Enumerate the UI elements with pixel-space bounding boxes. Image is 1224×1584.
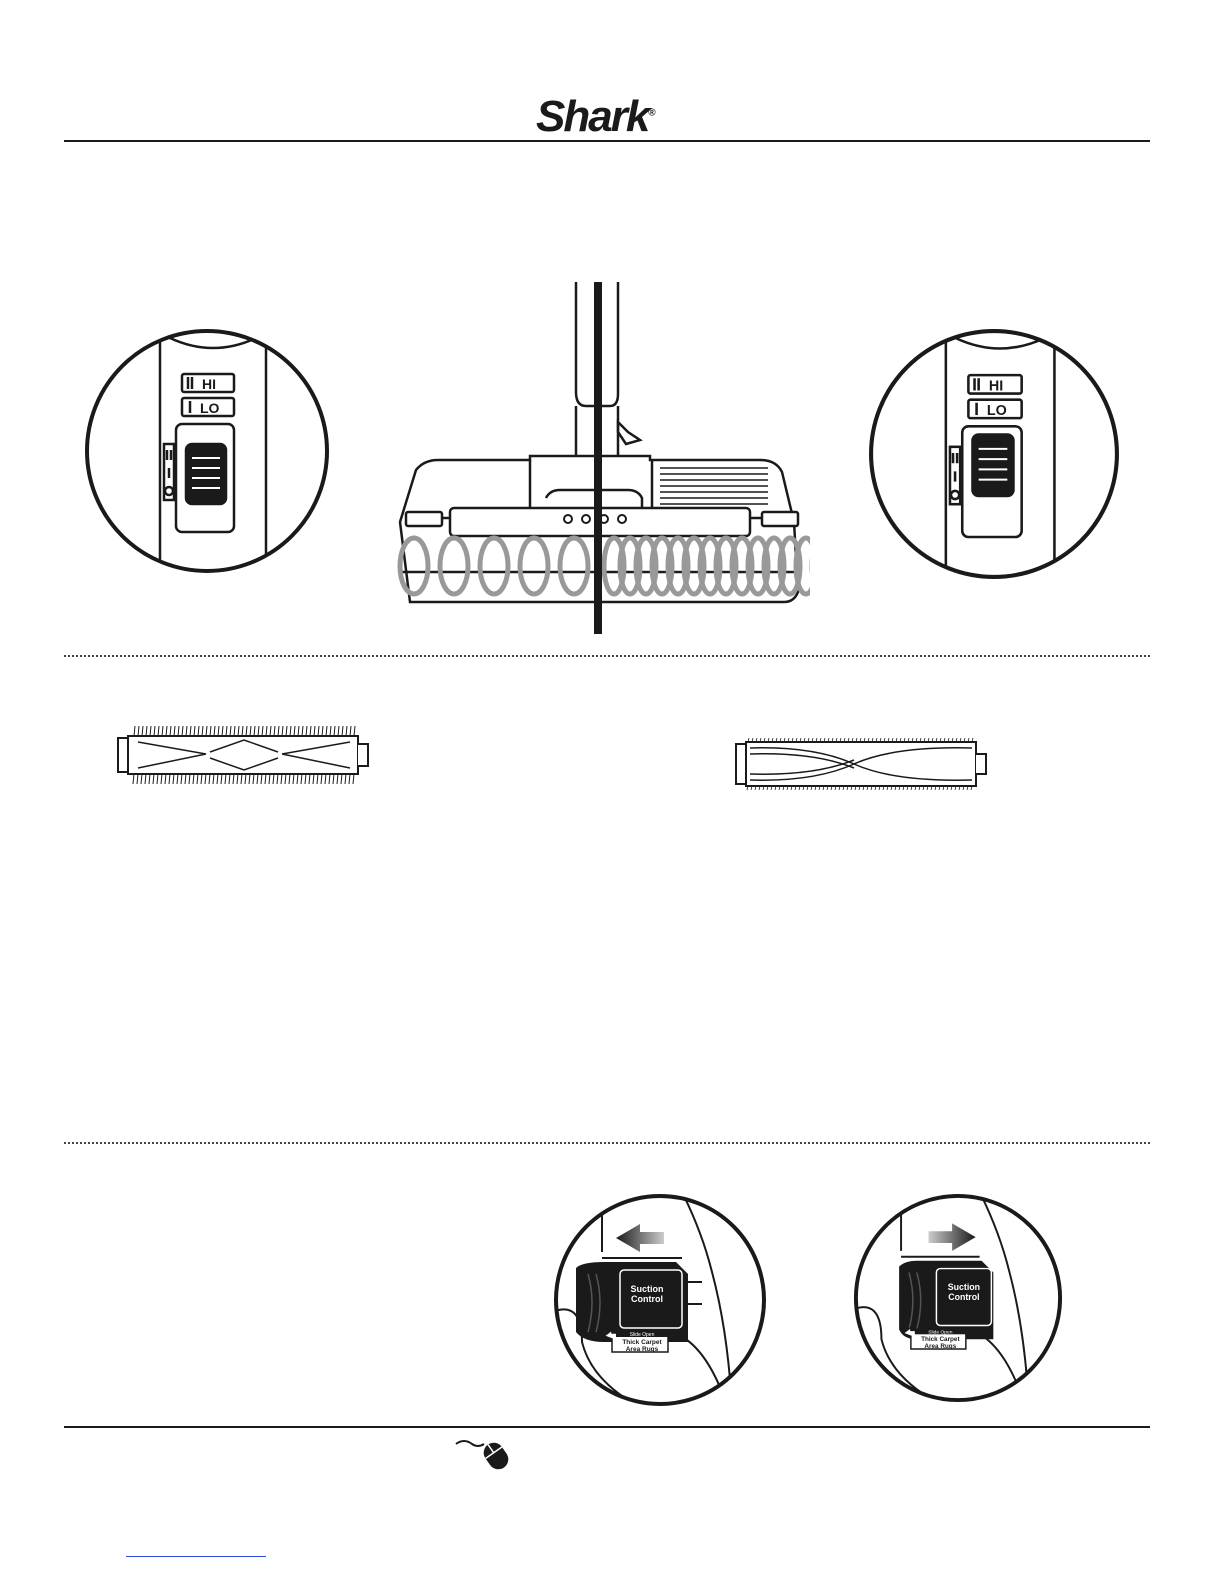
bristle [329, 774, 330, 784]
brushroll-illustration-left [110, 722, 372, 788]
bristle [262, 726, 263, 736]
bristle [149, 774, 150, 784]
section-divider-1 [64, 655, 1150, 657]
bristle [333, 774, 334, 784]
bristle [246, 726, 247, 736]
bristle [354, 726, 355, 736]
brand-name: Shark [536, 92, 649, 141]
bristle [189, 774, 190, 784]
bristle [314, 726, 315, 736]
bristle [190, 726, 191, 736]
bristle [222, 726, 223, 736]
bristle [325, 774, 326, 784]
bristle [225, 774, 226, 784]
bristle [282, 726, 283, 736]
lo-label: LO [200, 400, 220, 416]
suction-title-2: Control [948, 1291, 980, 1302]
spring-loop [796, 538, 810, 594]
bristle [166, 726, 167, 736]
mouse-icon [454, 1436, 512, 1470]
bristle [286, 726, 287, 736]
bristle [221, 774, 222, 784]
bristle [230, 726, 231, 736]
suction-title-1: Suction [947, 1282, 981, 1293]
header-divider [64, 140, 1150, 142]
bristle [250, 726, 251, 736]
bristle [206, 726, 207, 736]
bristle [162, 726, 163, 736]
bristle [281, 774, 282, 784]
bristle [301, 774, 302, 784]
bristle [269, 774, 270, 784]
suction-control-closeup-right [852, 1192, 1064, 1404]
bristle [265, 774, 266, 784]
bristle [313, 774, 314, 784]
bristle [346, 726, 347, 736]
bristle [305, 774, 306, 784]
bristle [330, 726, 331, 736]
bristle [302, 726, 303, 736]
bristle [342, 726, 343, 736]
hi-label: HI [988, 378, 1004, 395]
bristle [177, 774, 178, 784]
bristle [285, 774, 286, 784]
bristle [258, 726, 259, 736]
svg-text:Slide Open: Slide Open [928, 1330, 953, 1336]
bristle [153, 774, 154, 784]
bristle [270, 726, 271, 736]
bristle [165, 774, 166, 784]
bristle [201, 774, 202, 784]
bristle [218, 726, 219, 736]
bristle [249, 774, 250, 784]
bristle [298, 726, 299, 736]
bristle [321, 774, 322, 784]
bristle [273, 774, 274, 784]
suction-title-2: Control [631, 1294, 663, 1304]
svg-text:Slide Open: Slide Open [629, 1332, 655, 1338]
bristle [213, 774, 214, 784]
bristle [169, 774, 170, 784]
hi-label: HI [202, 376, 216, 392]
svg-text:Area Rugs: Area Rugs [625, 1346, 659, 1353]
bristle [186, 726, 187, 736]
bristle [334, 726, 335, 736]
bristle [306, 726, 307, 736]
brand-logo [536, 92, 656, 142]
bristle [326, 726, 327, 736]
bristle [174, 726, 175, 736]
bristle [193, 774, 194, 784]
bristle [217, 774, 218, 784]
bristle [154, 726, 155, 736]
bristle [137, 774, 138, 784]
bristle [318, 726, 319, 736]
brand-mark: ® [648, 107, 656, 119]
bristle [310, 726, 311, 736]
bristle [237, 774, 238, 784]
bristle [290, 726, 291, 736]
brushroll-illustration-right [734, 736, 990, 792]
bristle [341, 774, 342, 784]
bristle [274, 726, 275, 736]
bristle [350, 726, 351, 736]
bristle [297, 774, 298, 784]
footer-divider [64, 1426, 1150, 1428]
bristle [161, 774, 162, 784]
bristle [294, 726, 295, 736]
bristle [141, 774, 142, 784]
bristle [277, 774, 278, 784]
bristle [234, 726, 235, 736]
bristle [238, 726, 239, 736]
bristle [214, 726, 215, 736]
bristle [233, 774, 234, 784]
bristle [278, 726, 279, 736]
bristle [309, 774, 310, 784]
bristle [241, 774, 242, 784]
bristle [345, 774, 346, 784]
suction-tag-left [604, 1330, 668, 1353]
svg-text:Thick Carpet: Thick Carpet [622, 1339, 662, 1346]
bristle [229, 774, 230, 784]
suction-tag-right [903, 1327, 966, 1350]
suction-title-1: Suction [630, 1284, 664, 1294]
bristle [205, 774, 206, 784]
bristle [209, 774, 210, 784]
bristle [150, 726, 151, 736]
bristle [261, 774, 262, 784]
bristle [198, 726, 199, 736]
bristle [257, 774, 258, 784]
bristle [253, 774, 254, 784]
lo-label: LO [986, 403, 1007, 420]
bristle [133, 774, 134, 784]
bristle [353, 774, 354, 784]
bristle [266, 726, 267, 736]
footer-link-underline[interactable] [126, 1556, 266, 1557]
bristle [210, 726, 211, 736]
bristle [197, 774, 198, 784]
bristle [337, 774, 338, 784]
bristle [185, 774, 186, 784]
bristle [245, 774, 246, 784]
bristle [178, 726, 179, 736]
bristle [317, 774, 318, 784]
svg-text:Area Rugs: Area Rugs [924, 1343, 957, 1351]
power-switch-closeup-left [84, 328, 330, 574]
bristle [194, 726, 195, 736]
bristle [173, 774, 174, 784]
bristle [293, 774, 294, 784]
bristle [226, 726, 227, 736]
bristle [158, 726, 159, 736]
bristle [202, 726, 203, 736]
bristle [142, 726, 143, 736]
bristle [289, 774, 290, 784]
bristle [349, 774, 350, 784]
vacuum-floor-head-illustration [390, 282, 810, 634]
bristle [134, 726, 135, 736]
section-divider-2 [64, 1142, 1150, 1144]
power-switch-closeup-right [868, 328, 1120, 580]
suction-control-closeup-left [552, 1192, 768, 1408]
bristle [338, 726, 339, 736]
bristle [170, 726, 171, 736]
bristle [254, 726, 255, 736]
bristle [138, 726, 139, 736]
bristle [242, 726, 243, 736]
bristle [322, 726, 323, 736]
bristle [182, 726, 183, 736]
bristle [146, 726, 147, 736]
bristle [145, 774, 146, 784]
bristle [157, 774, 158, 784]
svg-text:Thick Carpet: Thick Carpet [921, 1336, 960, 1344]
bristle [181, 774, 182, 784]
